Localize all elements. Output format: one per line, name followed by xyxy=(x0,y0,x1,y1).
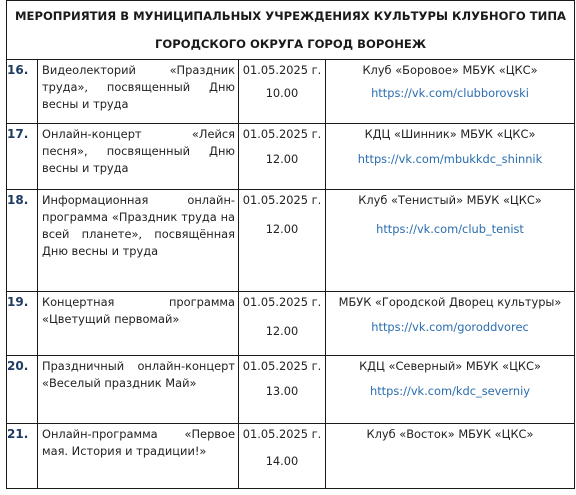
event-datetime xyxy=(239,190,326,292)
event-date: 01.05.2025 г. xyxy=(242,427,322,441)
vk-link[interactable]: https://vk.com/goroddvorec xyxy=(371,320,529,334)
event-organizer xyxy=(326,124,575,190)
event-time: 10.00 xyxy=(265,86,299,100)
vk-link[interactable]: https://vk.com/mbukkdc_shinnik xyxy=(357,152,543,166)
event-organizer xyxy=(326,60,575,124)
row-number: 16. xyxy=(7,60,38,124)
event-organizer xyxy=(326,424,575,489)
event-title: Видеолекторий «Праздник труда», посвященный Дню весны и труда xyxy=(38,60,239,124)
vk-link[interactable]: https://vk.com/club_tenist xyxy=(376,222,524,236)
event-time: 12.00 xyxy=(265,324,299,338)
event-date: 01.05.2025 г. xyxy=(242,359,322,373)
row-number: 19. xyxy=(7,292,38,356)
event-datetime xyxy=(239,60,326,124)
organization-name: Клуб «Восток» МБУК «ЦКС» xyxy=(366,427,534,441)
event-date: 01.05.2025 г. xyxy=(242,295,322,309)
event-datetime xyxy=(239,124,326,190)
organization-name: МБУК «Городской Дворец культуры» xyxy=(338,295,562,309)
event-date: 01.05.2025 г. xyxy=(242,193,322,207)
table-heading xyxy=(7,1,575,60)
table-row xyxy=(7,292,575,356)
event-organizer xyxy=(326,356,575,424)
event-organizer xyxy=(326,292,575,356)
event-title: Концертная программа «Цветущий первомай» xyxy=(38,292,239,356)
organization-name: КДЦ «Шинник» МБУК «ЦКС» xyxy=(364,127,536,141)
row-number: 20. xyxy=(7,356,38,424)
event-datetime xyxy=(239,356,326,424)
event-title: Информационная онлайн-программа «Праздник труда на всей планете», посвящённая Дню весны и труда xyxy=(38,190,239,292)
event-title: Праздничный онлайн-концерт «Веселый праздник Май» xyxy=(38,356,239,424)
organization-name: Клуб «Тенистый» МБУК «ЦКС» xyxy=(358,193,542,207)
event-organizer xyxy=(326,190,575,292)
row-number: 21. xyxy=(7,424,38,489)
table-header-row xyxy=(7,1,575,60)
event-time: 13.00 xyxy=(265,384,299,398)
table-row xyxy=(7,124,575,190)
table-row xyxy=(7,60,575,124)
row-number: 17. xyxy=(7,124,38,190)
event-title: Онлайн-концерт «Лейся песня», посвященный Дню весны и труда xyxy=(38,124,239,190)
heading-line-1: МЕРОПРИЯТИЯ В МУНИЦИПАЛЬНЫХ УЧРЕЖДЕНИЯХ КУЛЬТУРЫ КЛУБНОГО ТИПА xyxy=(15,9,567,23)
event-title: Онлайн-программа «Первое мая. История и традиции!» xyxy=(38,424,239,489)
row-number: 18. xyxy=(7,190,38,292)
event-time: 12.00 xyxy=(265,152,299,166)
event-date: 01.05.2025 г. xyxy=(242,127,322,141)
organization-name: Клуб «Боровое» МБУК «ЦКС» xyxy=(362,63,538,77)
organization-name: КДЦ «Северный» МБУК «ЦКС» xyxy=(359,359,541,373)
event-datetime xyxy=(239,424,326,489)
table-row xyxy=(7,190,575,292)
events-sheet xyxy=(6,0,574,495)
table-row xyxy=(7,424,575,489)
event-datetime xyxy=(239,292,326,356)
event-date: 01.05.2025 г. xyxy=(242,63,322,77)
events-table xyxy=(6,0,575,489)
event-time: 12.00 xyxy=(265,222,299,236)
event-time: 14.00 xyxy=(265,454,299,468)
heading-line-2: ГОРОДСКОГО ОКРУГА ГОРОД ВОРОНЕЖ xyxy=(154,37,427,51)
vk-link[interactable]: https://vk.com/clubborovski xyxy=(371,86,529,100)
table-row xyxy=(7,356,575,424)
vk-link[interactable]: https://vk.com/kdc_severniy xyxy=(369,384,531,398)
